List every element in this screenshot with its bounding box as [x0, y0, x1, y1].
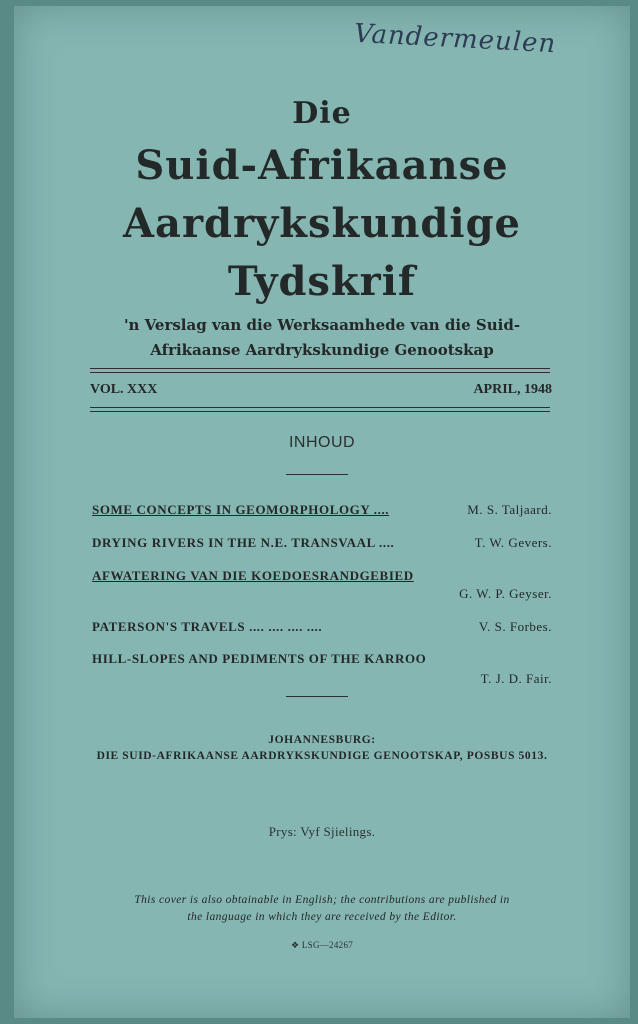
- divider: [90, 407, 550, 408]
- toc-title: DRYING RIVERS IN THE N.E. TRANSVAAL ....: [92, 535, 395, 550]
- issue-date: APRIL, 1948: [473, 382, 552, 397]
- cover-note-line-1: This cover is also obtainable in English; the contributions are published in: [134, 894, 510, 906]
- subtitle-line-2: Afrikaanse Aardrykskundige Genootskap: [150, 341, 494, 359]
- printer-code: [14, 940, 630, 951]
- toc-entry: [92, 535, 552, 551]
- toc-author: T. J. D. Fair.: [480, 671, 552, 686]
- divider: [90, 372, 550, 373]
- toc-author: V. S. Forbes.: [478, 619, 552, 634]
- divider: [90, 411, 550, 412]
- toc-author: M. S. Taljaard.: [467, 502, 552, 517]
- price: Prys: Vyf Sjielings.: [268, 824, 376, 839]
- subtitle-line-1: 'n Verslag van die Werksaamhede van die Suid-: [123, 316, 521, 334]
- divider: [90, 368, 550, 369]
- toc-author: T. W. Gevers.: [474, 535, 552, 550]
- title-line-1: Die: [292, 96, 352, 131]
- title-line-2: Suid-Afrikaanse: [135, 142, 509, 189]
- toc-title: SOME CONCEPTS IN GEOMORPHOLOGY ....: [92, 502, 390, 517]
- toc-title: AFWATERING VAN DIE KOEDOESRANDGEBIED: [92, 568, 414, 583]
- title-line-3: Aardrykskundige: [122, 200, 521, 247]
- toc-entry: [92, 651, 552, 686]
- publisher-name: DIE SUID-AFRIKAANSE AARDRYKSKUNDIGE GENOOTSKAP, POSBUS 5013.: [96, 750, 548, 762]
- divider: [286, 696, 348, 697]
- toc-entry: [92, 502, 552, 518]
- volume-label: VOL. XXX: [90, 382, 158, 397]
- printer-code-text: LSG—24267: [301, 940, 354, 950]
- divider: [286, 474, 348, 475]
- printer-mark-icon: ❖: [290, 940, 302, 950]
- title-line-4: Tydskrif: [227, 258, 417, 305]
- journal-cover: [14, 6, 630, 1018]
- toc-title: HILL-SLOPES AND PEDIMENTS OF THE KARROO: [92, 651, 427, 666]
- cover-note-line-2: the language in which they are received by the Editor.: [187, 911, 457, 923]
- toc-entry: [92, 619, 552, 635]
- toc-title: PATERSON'S TRAVELS .... .... .... ....: [92, 619, 323, 634]
- toc-entry: [92, 568, 552, 601]
- publisher-city: JOHANNESBURG:: [268, 734, 376, 746]
- toc-author: G. W. P. Geyser.: [459, 586, 552, 601]
- contents-heading: INHOUD: [288, 434, 356, 451]
- handwritten-signature: Vandermeulen: [353, 18, 557, 60]
